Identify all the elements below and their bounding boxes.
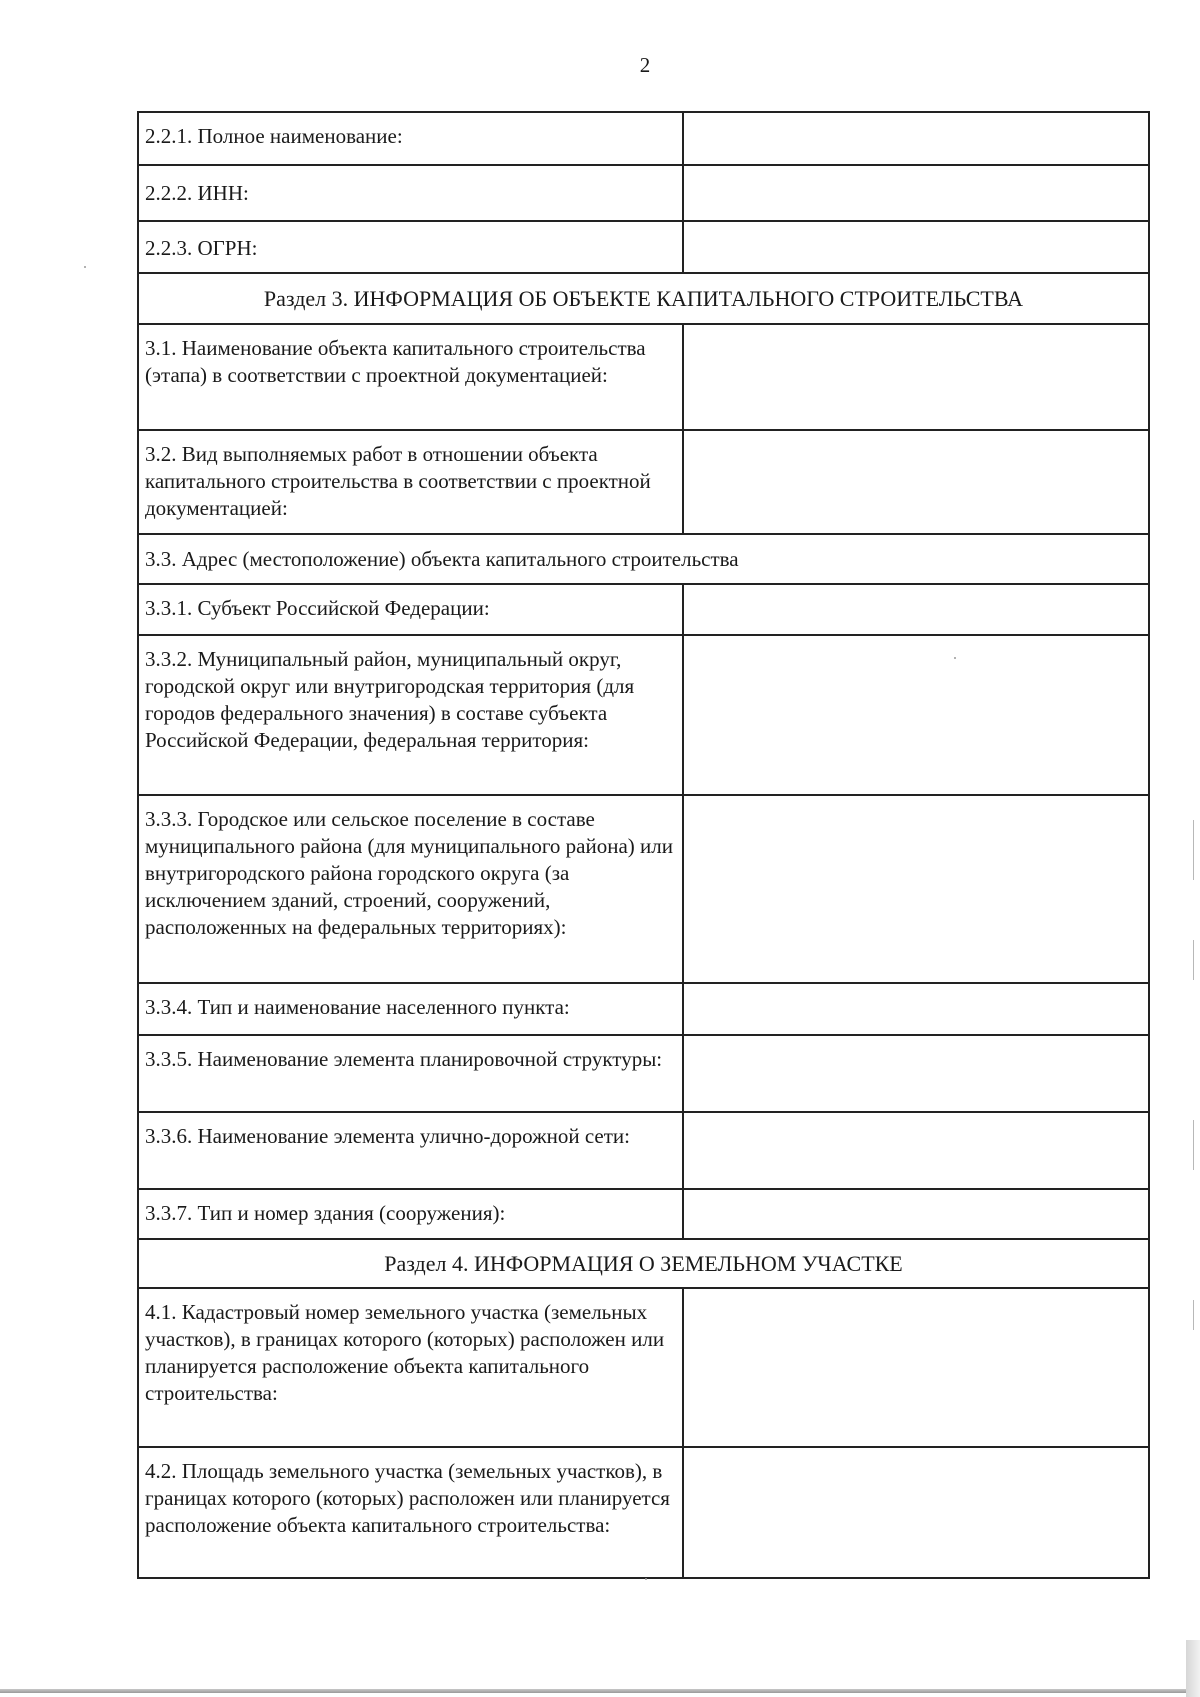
form-row-2-2-2 — [138, 165, 1149, 221]
row-value-field[interactable] — [683, 1189, 1149, 1239]
form-row-2-2-1 — [138, 112, 1149, 165]
form-row-3-3-4 — [138, 983, 1149, 1035]
row-value-field[interactable] — [683, 1112, 1149, 1189]
row-value-field[interactable] — [683, 221, 1149, 273]
form-row-4-2 — [138, 1447, 1149, 1578]
scan-edge-mark — [1193, 820, 1194, 880]
form-row-3-3-7 — [138, 1189, 1149, 1239]
row-value-field[interactable] — [683, 983, 1149, 1035]
form-row-3-3-1 — [138, 584, 1149, 635]
address-subheading: 3.3. Адрес (местоположение) объекта капитального строительства — [138, 534, 1149, 584]
row-label: 3.3.5. Наименование элемента планировочной структуры: — [138, 1035, 683, 1112]
scan-speck — [84, 266, 86, 268]
scan-speck — [954, 657, 956, 659]
scan-edge-mark — [1193, 1300, 1194, 1330]
form-row-3-3-2 — [138, 635, 1149, 795]
application-form-table — [137, 111, 1150, 1579]
row-value-field[interactable] — [683, 112, 1149, 165]
row-label: 2.2.1. Полное наименование: — [138, 112, 683, 165]
form-row-3-3-3 — [138, 795, 1149, 983]
form-row-3-1 — [138, 324, 1149, 430]
row-label: 3.2. Вид выполняемых работ в отношении объекта капитального строительства в соответствии с проектной документацией: — [138, 430, 683, 534]
row-value-field[interactable] — [683, 584, 1149, 635]
row-label: 3.1. Наименование объекта капитального строительства (этапа) в соответствии с проектной документацией: — [138, 324, 683, 430]
scan-corner-shadow — [1186, 1640, 1200, 1697]
form-row-3-2 — [138, 430, 1149, 534]
row-label: 2.2.3. ОГРН: — [138, 221, 683, 273]
form-row-3-3 — [138, 534, 1149, 584]
row-label: 3.3.4. Тип и наименование населенного пункта: — [138, 983, 683, 1035]
row-label: 3.3.6. Наименование элемента улично-дорожной сети: — [138, 1112, 683, 1189]
scan-bottom-shadow — [0, 1689, 1186, 1693]
row-label: 3.3.7. Тип и номер здания (сооружения): — [138, 1189, 683, 1239]
row-value-field[interactable] — [683, 1447, 1149, 1578]
scan-speck — [645, 1578, 647, 1580]
section-title: Раздел 4. ИНФОРМАЦИЯ О ЗЕМЕЛЬНОМ УЧАСТКЕ — [138, 1239, 1149, 1288]
scan-edge-mark — [1193, 940, 1194, 980]
row-label: 4.1. Кадастровый номер земельного участка (земельных участков), в границах которого (которых) расположен или планируется расположение объекта капитального строительства: — [138, 1288, 683, 1447]
row-value-field[interactable] — [683, 324, 1149, 430]
row-value-field[interactable] — [683, 635, 1149, 795]
row-value-field[interactable] — [683, 795, 1149, 983]
row-label: 3.3.2. Муниципальный район, муниципальный округ, городской округ или внутригородская территория (для городов федерального значения) в составе субъекта Российской Федерации, федеральная территория: — [138, 635, 683, 795]
row-value-field[interactable] — [683, 430, 1149, 534]
row-value-field[interactable] — [683, 165, 1149, 221]
form-row-3-3-5 — [138, 1035, 1149, 1112]
form-row-2-2-3 — [138, 221, 1149, 273]
form-row-3-3-6 — [138, 1112, 1149, 1189]
form-row-4-1 — [138, 1288, 1149, 1447]
section-heading-4 — [138, 1239, 1149, 1288]
row-value-field[interactable] — [683, 1288, 1149, 1447]
row-label: 4.2. Площадь земельного участка (земельных участков), в границах которого (которых) расположен или планируется расположение объекта капитального строительства: — [138, 1447, 683, 1578]
row-value-field[interactable] — [683, 1035, 1149, 1112]
scan-edge-mark — [1193, 1120, 1194, 1170]
row-label: 3.3.1. Субъект Российской Федерации: — [138, 584, 683, 635]
section-title: Раздел 3. ИНФОРМАЦИЯ ОБ ОБЪЕКТЕ КАПИТАЛЬНОГО СТРОИТЕЛЬСТВА — [138, 273, 1149, 324]
row-label: 3.3.3. Городское или сельское поселение в составе муниципального района (для муниципального района) или внутригородского района городского округа (за исключением зданий, строений, сооружений, расположенных на федеральных территориях): — [138, 795, 683, 983]
page-number: 2 — [639, 53, 651, 77]
row-label: 2.2.2. ИНН: — [138, 165, 683, 221]
section-heading-3 — [138, 273, 1149, 324]
